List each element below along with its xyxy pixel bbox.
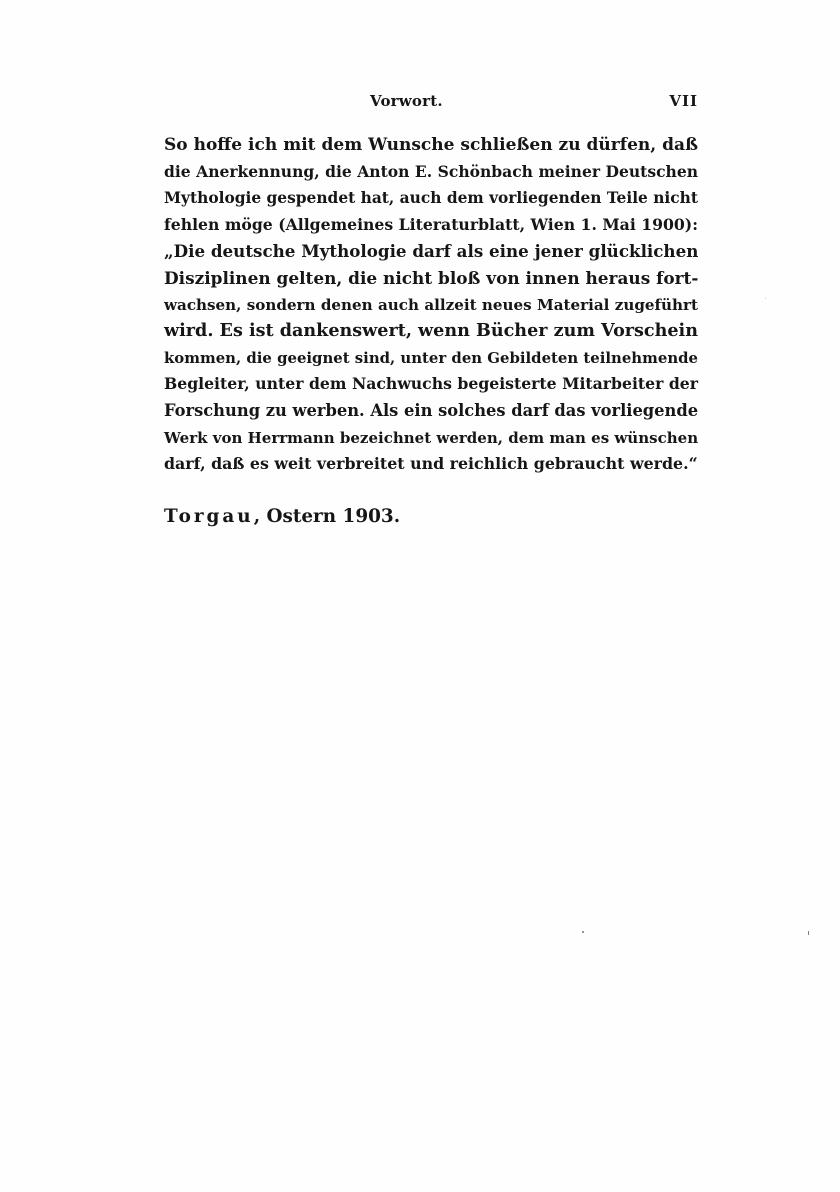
text-line: Begleiter, unter dem Nachwuchs begeisterte Mitarbeiter der xyxy=(164,374,698,394)
signature-place: Torgau xyxy=(164,506,254,527)
text-line: wachsen, sondern denen auch allzeit neues Material zugeführt xyxy=(164,295,698,314)
text-line: Forschung zu werben. Als ein solches darf das vorliegende xyxy=(164,400,699,420)
scan-speck xyxy=(582,931,584,933)
text-line: die Anerkennung, die Anton E. Schönbach meiner Deutschen xyxy=(164,161,698,181)
text-line: Werk von Herrmann bezeichnet werden, dem man es wünschen xyxy=(164,428,699,447)
running-title: Vorwort. xyxy=(370,92,443,110)
running-header xyxy=(164,92,698,114)
text-line: So hoffe ich mit dem Wunsche schließen zu dürfen, daß xyxy=(164,135,698,155)
text-line: darf, daß es weit verbreitet und reichlich gebraucht werde.“ xyxy=(164,454,698,474)
text-line: „Die deutsche Mythologie darf als eine jener glücklichen xyxy=(164,241,699,262)
page-number: VII xyxy=(669,92,698,110)
signature-line xyxy=(164,506,698,527)
scan-speck xyxy=(808,931,809,935)
text-line: Disziplinen gelten, die nicht bloß von innen heraus fort- xyxy=(164,267,699,288)
preface-paragraph xyxy=(164,132,698,478)
text-line: Mythologie gespendet hat, auch dem vorliegenden Teile nicht xyxy=(164,189,698,208)
signature-date: , Ostern 1903. xyxy=(253,506,401,527)
scan-speck xyxy=(765,298,766,299)
text-line: fehlen möge (Allgemeines Literaturblatt, Wien 1. Mai 1900): xyxy=(164,214,698,234)
text-line: wird. Es ist dankenswert, wenn Bücher zum Vorschein xyxy=(164,321,698,342)
text-line: kommen, die geeignet sind, unter den Gebildeten teilnehmende xyxy=(164,348,698,367)
